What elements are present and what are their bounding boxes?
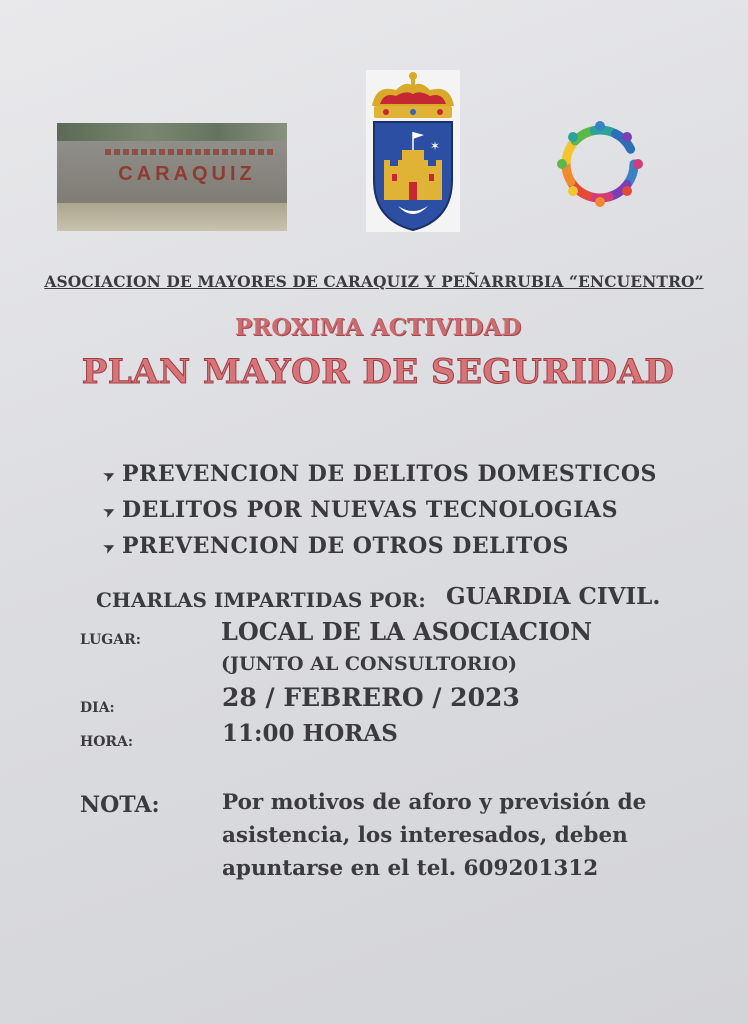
organization-title: ASOCIACION DE MAYORES DE CARAQUIZ Y PEÑARRUBIA “ENCUENTRO” [44,272,704,291]
topic-text: DELITOS POR NUEVAS TECNOLOGIAS [122,497,618,523]
coat-of-arms-icon [366,70,460,232]
note-label: NOTA: [80,792,160,818]
topic-text: PREVENCION DE OTROS DELITOS [122,533,569,559]
place-label: LUGAR: [80,632,141,648]
speakers-value: GUARDIA CIVIL. [446,583,661,610]
svg-text:✶: ✶ [430,139,441,153]
arrow-bullet-icon: ➤ [101,538,119,558]
topic-text: PREVENCION DE DELITOS DOMESTICOS [122,461,657,487]
village-sign-photo [57,123,287,231]
list-item [101,530,657,566]
speakers-label: CHARLAS IMPARTIDAS POR: [96,588,426,612]
time-value: 11:00 HORAS [222,720,398,747]
date-label: DIA: [80,700,115,716]
arrow-bullet-icon: ➤ [101,466,119,486]
place-value: LOCAL DE LA ASOCIACION [221,617,593,646]
list-item [101,494,657,530]
place-note: (JUNTO AL CONSULTORIO) [221,653,517,675]
page-title: PLAN MAYOR DE SEGURIDAD [81,352,675,392]
village-sign-text: CARAQUIZ [118,163,256,185]
date-value: 28 / FEBRERO / 2023 [222,683,520,712]
time-label: HORA: [80,734,134,750]
activity-subtitle: PROXIMA ACTIVIDAD [234,314,522,341]
arrow-bullet-icon: ➤ [101,502,119,522]
people-ring-icon [554,118,646,210]
topics-list [101,458,657,566]
list-item [101,458,657,494]
note-text: Por motivos de aforo y previsión de asistencia, los interesados, deben apuntarse en el tel. 609201312 [222,790,647,881]
